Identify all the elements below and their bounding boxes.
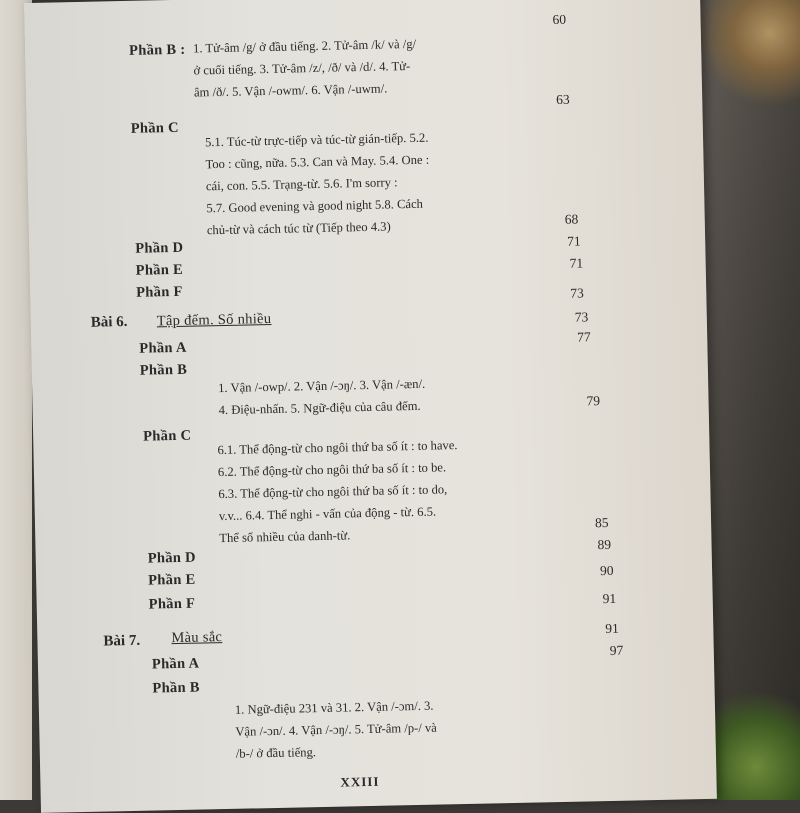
section-label: Phần E: [148, 571, 196, 589]
section-desc-line: Vận /-ɔn/. 4. Vận /-ɔŋ/. 5. Tử-âm /p-/ và: [235, 720, 437, 739]
section-desc-line: 5.7. Good evening và good night 5.8. Cách: [206, 196, 424, 216]
section-desc-line: âm /ð/. 5. Vận /-owm/. 6. Vận /-uwm/.: [193, 81, 388, 100]
lesson-label: Bài 7.: [103, 632, 141, 650]
section-label: Phần F: [135, 283, 183, 301]
book-page: [24, 0, 717, 813]
page-number-top: 60: [552, 11, 567, 28]
section-desc-line: chủ-từ và cách túc từ (Tiếp theo 4.3): [206, 219, 391, 238]
section-label: Phần A: [139, 339, 187, 357]
section-desc-line: ở cuối tiếng. 3. Tử-âm /z/, /ð/ và /d/. 4. Tử-: [193, 59, 411, 78]
section-desc-line: 1. Tử-âm /g/ ở đầu tiếng. 2. Tử-âm /k/ và /g/: [192, 36, 417, 56]
section-desc-line: 4. Điệu-nhấn. 5. Ngữ-điệu của câu đếm.: [218, 398, 421, 418]
section-desc-line: 6.3. Thể động-từ cho ngôi thứ ba số ít : to do,: [218, 482, 448, 502]
background-leaves: [700, 0, 800, 110]
section-label: Phần D: [135, 239, 184, 257]
lesson-title: Màu sắc: [171, 629, 223, 647]
page-ref: 79: [586, 393, 601, 409]
lesson-label: Bài 6.: [90, 313, 128, 331]
section-label: Phần C: [143, 427, 192, 445]
section-label: Phần C: [130, 119, 180, 137]
section-label: Phần B :: [128, 41, 186, 59]
section-desc-line: Too : cũng, nữa. 5.3. Can và May. 5.4. One :: [205, 152, 430, 172]
section-desc-line: Thể số nhiều của danh-từ.: [219, 528, 351, 546]
section-desc-line: 6.1. Thể động-từ cho ngôi thứ ba số ít : to have.: [217, 438, 458, 458]
page-ref: 90: [599, 562, 614, 579]
section-label: Phần B: [139, 361, 188, 379]
page-ref: 73: [570, 285, 584, 301]
page-ref: 89: [597, 536, 612, 553]
section-label: Phần E: [135, 261, 184, 279]
page-ref: 63: [556, 91, 570, 107]
section-label: Phần B: [152, 679, 200, 697]
page-footer-number: XXIII: [340, 773, 380, 790]
section-desc-line: 1. Ngữ-điệu 231 và 31. 2. Vận /-ɔm/. 3.: [234, 698, 434, 717]
page-ref: 71: [567, 233, 581, 249]
section-desc-line: v.v... 6.4. Thể nghi - vấn của động - từ. 6.5.: [218, 504, 437, 524]
section-desc-line: 5.1. Túc-từ trực-tiếp và túc-từ gián-tiếp. 5.2.: [204, 130, 429, 150]
section-desc-line: cái, con. 5.5. Trạng-từ. 5.6. I'm sorry :: [205, 175, 398, 194]
page-ref: 91: [602, 590, 617, 607]
section-desc-line: 1. Vận /-owp/. 2. Vận /-ɔŋ/. 3. Vận /-æn/.: [218, 376, 426, 396]
section-desc-line: 6.2. Thể động-từ cho ngôi thứ ba số ít : to be.: [217, 460, 447, 480]
page-ref: 85: [594, 514, 609, 531]
section-label: Phần A: [151, 655, 200, 673]
page-ref: 68: [564, 211, 579, 227]
page-ref: 97: [609, 642, 624, 658]
page-ref: 91: [605, 620, 619, 637]
page-ref: 73: [574, 309, 589, 325]
lesson-title: Tập đếm. Số nhiều: [156, 310, 272, 330]
page-ref: 77: [577, 329, 591, 345]
page-ref: 71: [569, 255, 584, 271]
section-desc-line: /b-/ ở đầu tiếng.: [235, 745, 317, 761]
section-label: Phần D: [147, 549, 197, 567]
section-label: Phần F: [148, 595, 196, 613]
